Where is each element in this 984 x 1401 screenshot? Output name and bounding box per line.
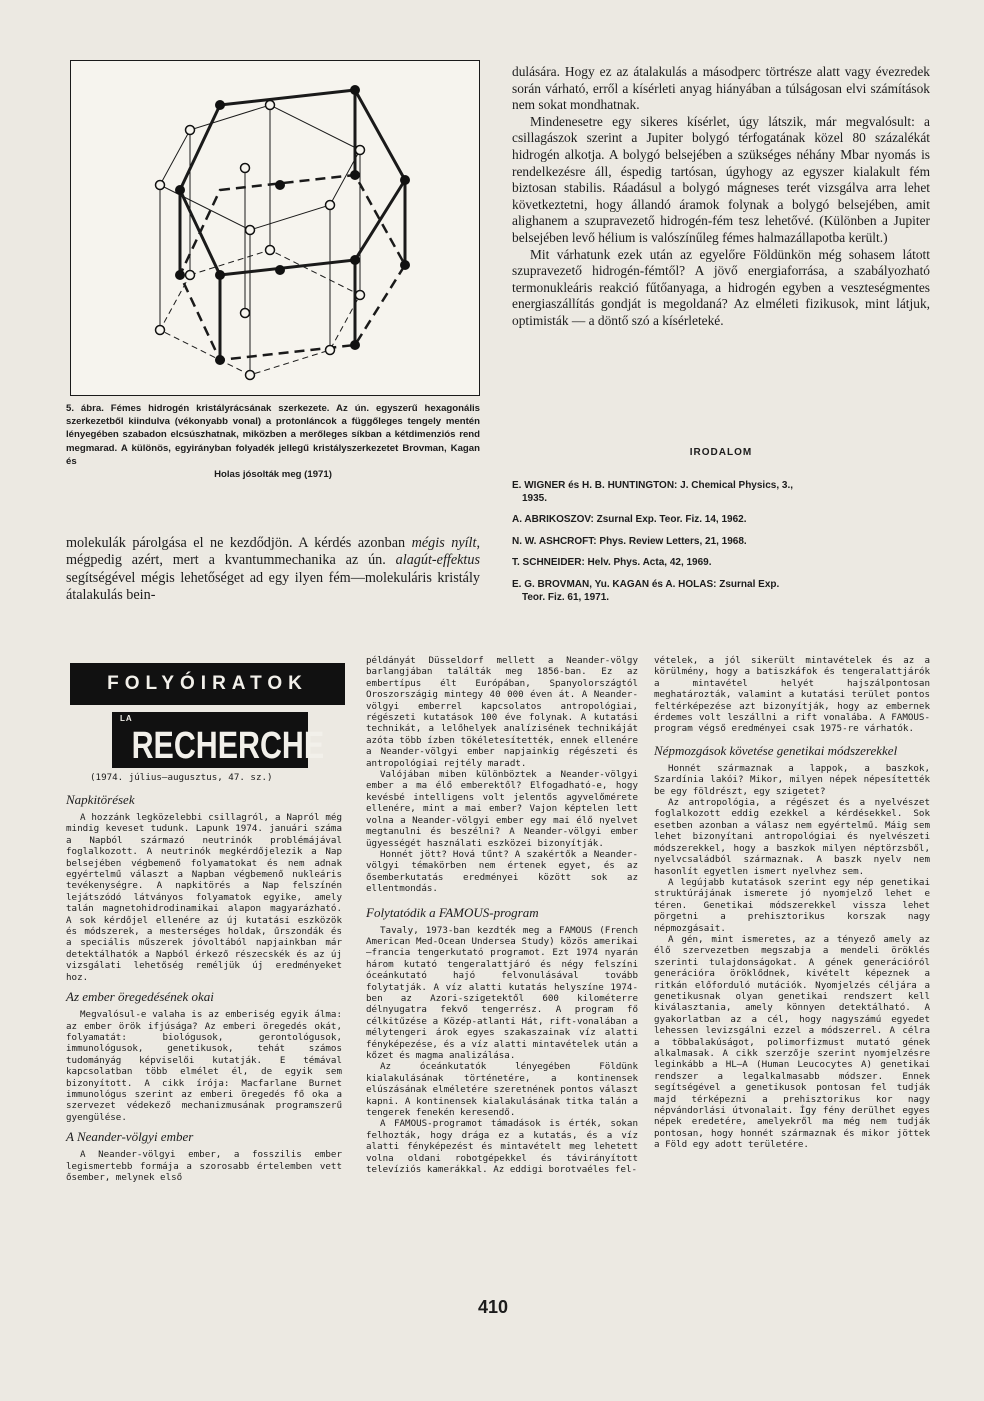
reference-line: N. W. ASHCROFT: Phys. Review Letters, 21, 1968. (512, 535, 747, 547)
paragraph: Valójában miben különböztek a Neander-völgyi ember a ma élő emberektől? Elfogadható-e, hogy kevésbé intelligens volt jelentős agyvelőmérete ellenére, mint a mai ember? Vajon képtelen lett volna a Neander-völgyi ember egy mai élő nyelvet megtanulni és beszélni? A Neander-völgyi ember ügyességét használati eszközei bizonyítják. (366, 769, 638, 849)
page-number: 410 (478, 1297, 509, 1317)
caption-text: 5. ábra. Fémes hidrogén kristályrácsának szerkezete. Az ún. egyszerű hexagonális szerkezetből kiindulva (vékonyabb vonal) a protonláncok a függőleges tengely mentén lényegében szabadon elcsúszhatnak, miközben a merőleges síkban a kétdimenziós rend megmarad. A különös, egyirányban folyadék jellegű kristályszerkezetet Brovman, Kagan és (66, 403, 480, 467)
paragraph: molekulák párolgása el ne kezdődjön. A kérdés azonban mégis nyílt, mégpedig azért, mert a kvantummechanika az ún. alagút-effektus segítségével mégis lehetőséget ad egy ilyen fém—molekuláris kristály átalakulás bein- (66, 535, 480, 604)
paragraph: Tavaly, 1973-ban kezdték meg a FAMOUS (French American Med-Ocean Undersea Study) közös amerikai—francia tengerkutató programot. Ezt 1974 nyarán három kutató tengeralattjáró és négy felszíni óceánkutató hajó felvonulásával tovább folytatják. A víz alatti kutatás helyszíne 1974-ben az Azori-szigetektől 600 kilométerre délnyugatra fekvő tengerrész. A program fő célkitűzése a Közép-atlanti Hát, rift-vonalában a mélytengeri árok egyes szakaszainak víz alatti fényképezése, és a víz alatti mintavételek után a kőzet és magma analizálása. (366, 924, 638, 1061)
lower-column-2 (366, 655, 638, 1175)
reference-item (512, 557, 942, 570)
paragraph: Az antropológia, a régészet és a nyelvészet foglalkozott eddig ezekkel a kérdésekkel. Sok esetben azonban a válasz nem egyértelmű. Máig sem lehet bizonyítani antropológiai és nyelvészeti módszerekkel, hogy a baszkok milyen néptörzsből, nyelvcsaládból származnak. A baszk nyelv nem hasonlít egyetlen ismert nyelvhez sem. (654, 797, 930, 877)
lower-column-3 (654, 655, 930, 1151)
figure-5 (70, 60, 480, 396)
reference-line: E. WIGNER és H. B. HUNTINGTON: J. Chemical Physics, 3., (512, 480, 793, 491)
paragraph: A hozzánk legközelebbi csillagról, a Napról még mindig keveset tudunk. Lapunk 1974. januári száma a Napból származó neutrinók problémájával foglalkozott. A neutrinók megkérdőjelezik a Nap belsejében végbemenő folyamatokat és nem adnak egyértelmű választ a Napban végbemenő nukleáris tevékenységre. A napkitörés a Nap felszínén lejátszódó látványos folyamatok egyike, amely talán magnetohidrodinamikai alapon magyarázható. A sok kérdőjel ellenére az új kutatási eszközök és módszerek, a mesterséges holdak, űrszondák és a speciális műszerek jóvoltából napjainkban már detektálhatók a Napból érkező részecskék és az új vizsgálati lehetőség reméljük új eredményeket hoz. (66, 812, 342, 983)
reference-line: T. SCHNEIDER: Helv. Phys. Acta, 42, 1969. (512, 557, 712, 569)
paragraph: Megvalósul-e valaha is az emberiség egyik álma: az ember örök ifjúsága? Az emberi öregedés okát, folyamatát: biológusok, gerontológusok, immunológusok, genetikusok, tehát számos tudományág képviselői kutatják. E témával kapcsolatban több elmélet él, de egyik sem bizonyított. A cikk írója: Macfarlane Burnet immunológus szerint az emberi öregedés fő oka a szervezet védekező mechanizmusának programszerű gyengülése. (66, 1009, 342, 1123)
paragraph: Mit várhatunk ezek után az egyelőre Földünkön még sohasem látott szupravezető hidrogén-fémtől? A jövő energiaforrása, a szabályozható termonukleáris reakció fűtőanyaga, a hidrogén egyben a veszteségmentes energiaszállítás gondját is megoldaná? Az elméleti fizikusok, mint látjuk, optimisták — a döntő szó a kísérleteké. (512, 246, 930, 328)
paragraph: vételek, a jól sikerült mintavételek és az a körülmény, hogy a batiszkáfok és tengeralattjárók a mintavétel helyét hajszálpontosan meghatározták, valamint a kutatási terület pontos feltérképezése azt bizonyítják, hogy az embernek érdemes volt leszállni a rift vonalába. A FAMOUS-program végső eredményei csak 1975-re várhatók. (654, 655, 930, 735)
upper-left-text (66, 535, 480, 605)
la-recherche-logo (112, 712, 325, 768)
upper-right-text (512, 64, 930, 330)
paragraph: A Neander-völgyi ember, a fosszilis ember legismertebb formája a szorosabb értelemben vett ősember, melynek első (66, 1149, 342, 1183)
folyoiratok-banner: FOLYÓIRATOK (70, 663, 345, 705)
reference-item (512, 579, 942, 604)
section-title: Napkitörések (66, 792, 135, 807)
logo-la: LA (120, 714, 133, 723)
section-title: Népmozgások követése genetikai módszerekkel (654, 742, 898, 758)
logo-recherche: RECHERCHE (131, 725, 325, 767)
paragraph: Mindenesetre egy sikeres kísérlet, úgy látszik, már megvalósult: a csillagászok szerint a Jupiter bolygó térfogatának közel 80 százalékát hidrogén alkotja. A bolygó belsejében a szükséges néhány Mbar nyomás is rendelkezésre áll, éspedig tartósan, úgyhogy az egyszer kialakult fém biztosan stabilis. Ráadásul a bolygó mágneses terét vizsgálva arra lehet következtetni, hogy állandó áramok folynak a bolygó belsejében, amit alighanem a szupravezető hidrogén-fém tesz lehetővé. (Különben a Jupiter belsejében levő hélium is valószínűleg fémes halmazállapotba került.) (512, 113, 930, 245)
hydrogen-crystal-lattice-diagram (70, 60, 480, 396)
reference-line: A. ABRIKOSZOV: Zsurnal Exp. Teor. Fiz. 14, 1962. (512, 514, 747, 526)
references-list (512, 480, 942, 613)
paragraph: A legújabb kutatások szerint egy nép genetikai struktúrájának ismerete jó nyomjelző lehet e téren. Genetikai módszerekkel vissza lehet pörgetni a prehisztorikus korszak nagy népmozgásait. (654, 876, 930, 934)
reference-line: Teor. Fiz. 61, 1971. (522, 591, 610, 603)
paragraph: A gén, mint ismeretes, az a tényező amely az élő szervezetben megszabja a mendeli öröklés szerinti tulajdonságokat. A gének generációról generációra öröklődnek, kivételt képeznek a ritkán előforduló mutációk. Nyomjelzés céljára a genetikusnak olyan genetikai rendszert kell kiválasztania, amely könnyen detektálható. A gyakorlatban az a cél, hogy nagyszámú egyedet lehessen levizsgálni ezzel a módszerrel. A célra a többalakúságot, polimorfizmust mutató gének alkalmasak. A cikk szerzője szerint nyomjelzésre leginkább a HL—A (Human Leucocytes A) genetikai rendszer a legalkalmasabb módszer. Ennek segítségével a genetikusok pontosan fel tudják majd térképezni a prehisztorikus kor nagy népvándorlási útvonalait. Így fény derülhet egyes népek eredetére, amelyekről ma még nem tudják pontosan, hogy honnét származnak és mikor jöttek a Föld egy adott területére. (654, 933, 930, 1151)
paragraph: példányát Düsseldorf mellett a Neander-völgy barlangjában találták meg 1856-ban. Ez az embertípus élt Európában, Spanyolországtól Oroszországig mintegy 40 000 éven át. A Neander-völgyi emberrel kapcsolatos antropológiai, régészeti kutatások 100 éve folynak. A kutatási technikát, a lelőhelyek analízisének technikáját azóta több ízben tökéletesítették, ennek ellenére a Neander-völgyi ember napjainkig régészeti és antropológiai rejtély maradt. (366, 655, 638, 769)
reference-item (512, 514, 942, 527)
lower-column-1 (66, 790, 342, 1183)
figure-caption (66, 402, 480, 481)
paragraph: Honnét jött? Hová tűnt? A szakértők a Neander-völgyi témakörben nem értenek egyet, és az ősemberkutatás eredményei között sok az ellentmondás. (366, 848, 638, 895)
paragraph: Honnét származnak a lappok, a baszkok, Szardínia lakói? Mikor, milyen népek népesítették be egy földrészt, egy szigetet? (654, 762, 930, 797)
section-title: Az ember öregedésének okai (66, 989, 214, 1005)
caption-last-line: Holas jósolták meg (1971) (214, 469, 332, 481)
section-title: Folytatódik a FAMOUS-program (366, 904, 539, 920)
reference-line: E. G. BROVMAN, Yu. KAGAN és A. HOLAS: Zsurnal Exp. (512, 578, 780, 590)
references-heading: IRODALOM (689, 447, 753, 458)
paragraph: A FAMOUS-programot támadások is érték, sokan felhozták, hogy drága ez a kutatás, és a víz alatti fényképezést és mintavételt meg lehetett volna oldani robotgépekkel és távirányított televíziós kamerákkal. Az eddigi borotvaéles fel- (366, 1118, 638, 1176)
section-title: A Neander-völgyi ember (66, 1129, 194, 1145)
paragraph: dulására. Hogy ez az átalakulás a másodperc törtrésze alatt vagy évezredek során várható, erről a kísérleti anyag hiányában a túlságosan elvi számítások nem sokat mondhatnak. (512, 64, 930, 113)
paragraph: Az óceánkutatók lényegében Földünk kialakulásának történetére, a kontinensek elúszásának elméletére szeretnének pontos választ kapni. A kontinensek kialakulásának titka talán a tengerek fenekén keresendő. (366, 1061, 638, 1119)
issue-line: (1974. július—augusztus, 47. sz.) (90, 772, 273, 783)
reference-item (512, 480, 942, 505)
reference-item (512, 536, 942, 549)
reference-line: 1935. (522, 492, 548, 504)
